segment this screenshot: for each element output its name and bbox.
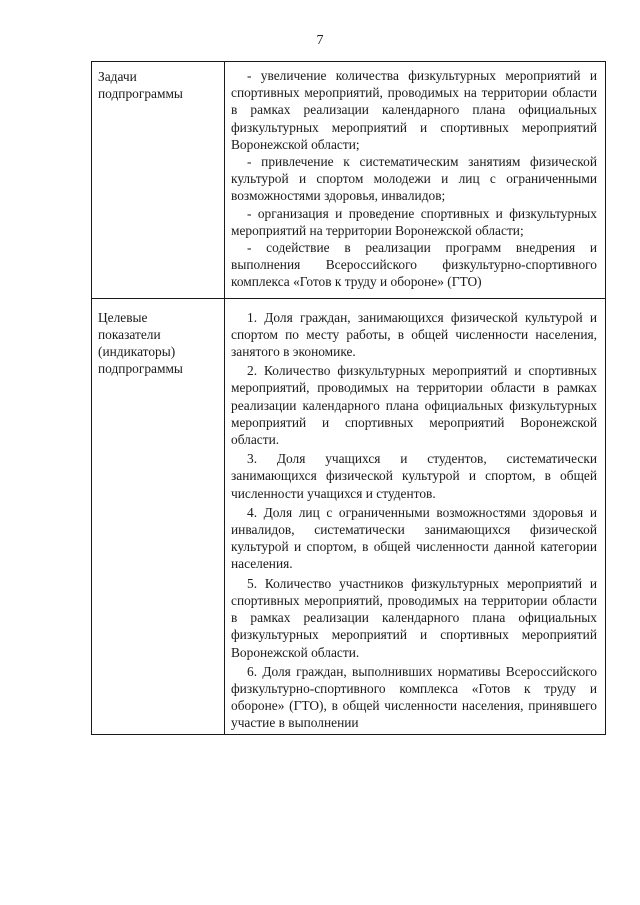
- task-item: - увеличение количества физкультурных мероприятий и спортивных мероприятий, проводимых на территории области в рамках реализации календарного плана официальных физкультурных мероприятий и спортивных мероприятий Воронежской области;: [231, 68, 597, 152]
- row-label-line: (индикаторы): [98, 344, 176, 360]
- table-row-indicators: [92, 298, 606, 734]
- task-item: - привлечение к систематическим занятиям физической культурой и спортом молодежи и лиц с ограниченными возможностями здоровья, инвалидов;: [231, 154, 597, 204]
- page-number: 7: [316, 33, 324, 48]
- table-row-tasks: [92, 62, 606, 299]
- subprogram-passport-table: [91, 61, 606, 735]
- row-label-line: подпрограммы: [98, 86, 183, 102]
- row-content-tasks: [225, 62, 606, 299]
- indicator-item: 5. Количество участников физкультурных мероприятий и спортивных мероприятий, проводимых на территории области в рамках реализации календарного плана официальных физкультурных мероприятий и спортивных мероприятий Воронежской области.: [231, 575, 597, 660]
- indicator-item: 6. Доля граждан, выполнивших нормативы Всероссийского физкультурно-спортивного комплекса «Готов к труду и обороне» (ГТО), в общей численности населения, принявшего участие в выполнении: [231, 663, 597, 731]
- indicator-item: 2. Количество физкультурных мероприятий и спортивных мероприятий, проводимых на территории области в рамках реализации календарного плана официальных физкультурных мероприятий и спортивных мероприятий Воронежской области.: [231, 363, 597, 448]
- row-label-indicators: [92, 298, 225, 734]
- indicator-item: 3. Доля учащихся и студентов, систематически занимающихся физической культурой и спортом, в общей численности учащихся и студентов.: [231, 451, 597, 501]
- row-label-tasks: [92, 62, 225, 299]
- task-item: - содействие в реализации программ внедрения и выполнения Всероссийского физкультурно-спортивного комплекса «Готов к труду и обороне» (ГТО): [231, 240, 597, 290]
- task-item: - организация и проведение спортивных и физкультурных мероприятий на территории Воронежской области;: [231, 205, 597, 238]
- row-label-line: подпрограммы: [98, 361, 183, 377]
- row-label-line: показатели: [98, 326, 161, 342]
- row-label-line: Задачи: [98, 69, 137, 84]
- row-label-line: Целевые: [98, 309, 148, 325]
- indicator-item: 4. Доля лиц с ограниченными возможностями здоровья и инвалидов, систематически занимающихся физической культурой и спортом, в общей численности данной категории населения.: [231, 504, 597, 572]
- row-content-indicators: [225, 298, 606, 734]
- indicator-item: 1. Доля граждан, занимающихся физической культурой и спортом по месту работы, в общей численности населения, занятого в экономике.: [231, 309, 597, 360]
